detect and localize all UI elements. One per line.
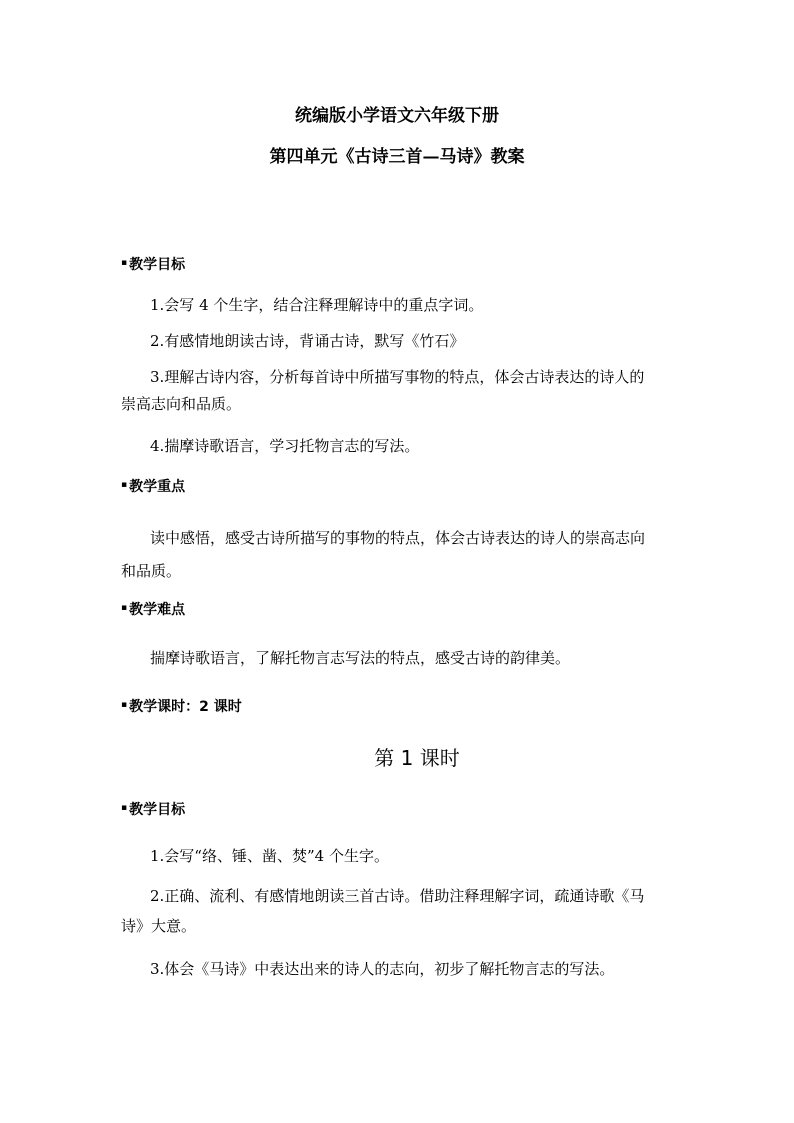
key-points-text-continued: 和品质。 <box>121 562 182 580</box>
goal-item-3: 3.理解古诗内容，分析每首诗中所描写事物的特点，体会古诗表达的诗人的 <box>150 368 645 386</box>
section-heading-label: 教学重点 <box>129 479 186 495</box>
lesson-1-goal-item-2: 2.正确、流利、有感情地朗读三首古诗。借助注释理解字词，疏通诗歌《马 <box>150 887 645 905</box>
lesson-1-title: 第 1 课时 <box>374 746 460 770</box>
goal-item-1: 1.会写 4 个生字，结合注释理解诗中的重点字词。 <box>150 296 484 314</box>
lesson-1-goal-item-2-continued: 诗》大意。 <box>121 917 197 935</box>
goal-item-4: 4.揣摩诗歌语言，学习托物言志的写法。 <box>150 437 420 455</box>
goal-item-2: 2.有感情地朗读古诗，背诵古诗，默写《竹石》 <box>150 332 465 350</box>
bullet-icon: ▪ <box>121 803 128 813</box>
lesson-1-goal-item-3: 3.体会《马诗》中表达出来的诗人的志向，初步了解托物言志的写法。 <box>150 960 615 978</box>
bullet-icon: ▪ <box>121 480 128 490</box>
key-points-text: 读中感悟，感受古诗所描写的事物的特点，体会古诗表达的诗人的崇高志向 <box>150 529 646 547</box>
section-heading-class-hours <box>121 694 242 718</box>
section-heading-label: 教学目标 <box>129 802 186 818</box>
bullet-icon: ▪ <box>121 603 128 613</box>
section-heading-key-points <box>121 474 185 498</box>
document-subtitle: 第四单元《古诗三首—马诗》教案 <box>269 147 525 167</box>
difficulties-text: 揣摩诗歌语言，了解托物言志写法的特点，感受古诗的韵律美。 <box>150 649 571 667</box>
section-heading-label: 教学课时：2 课时 <box>129 699 242 715</box>
section-heading-label: 教学难点 <box>129 602 186 618</box>
lesson-1-goal-item-1: 1.会写“络、锤、凿、焚”4 个生字。 <box>150 847 389 865</box>
lesson-1-goals-heading <box>121 797 185 821</box>
bullet-icon: ▪ <box>121 258 128 268</box>
section-heading-label: 教学目标 <box>129 257 186 273</box>
section-heading-difficulties <box>121 597 185 621</box>
goal-item-3-continued: 崇高志向和品质。 <box>121 395 242 413</box>
document-title: 统编版小学语文六年级下册 <box>295 106 499 126</box>
bullet-icon: ▪ <box>121 700 128 710</box>
section-heading-goals <box>121 252 185 276</box>
